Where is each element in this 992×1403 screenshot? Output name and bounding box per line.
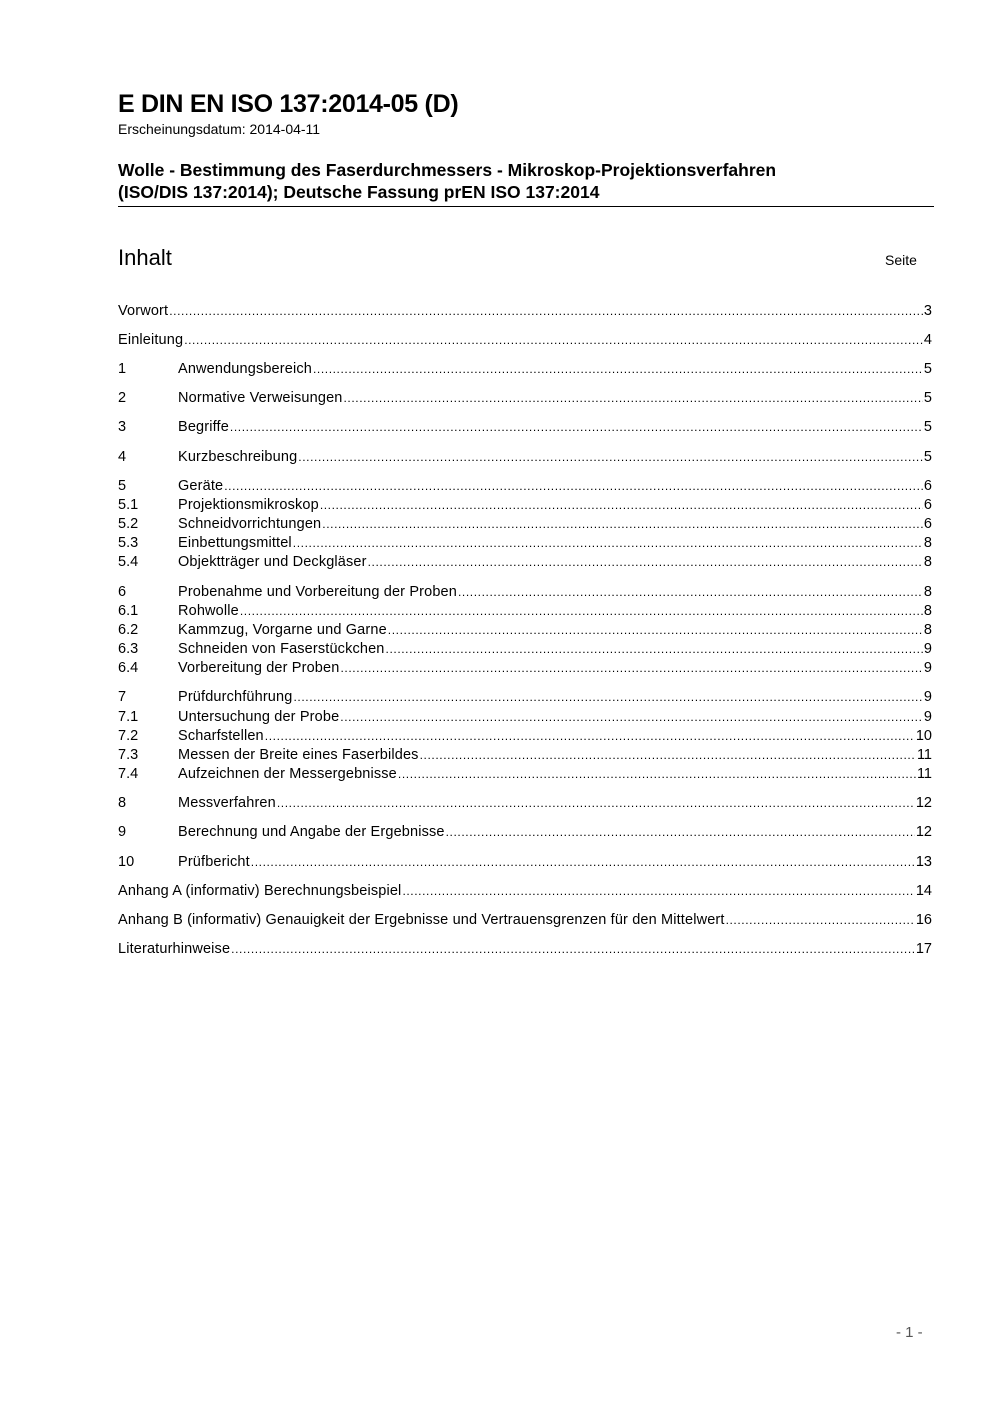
toc-entry-page: 8 (923, 603, 932, 619)
toc-entry-title: Messen der Breite eines Faserbildes (178, 747, 419, 763)
toc-entry-page: 4 (923, 332, 932, 348)
toc-entry-page: 5 (923, 449, 932, 465)
toc-entry (118, 621, 932, 640)
toc-entry (118, 389, 932, 408)
toc-entry-page: 6 (923, 497, 932, 513)
toc-entry (118, 448, 932, 467)
toc-entry-title: Anhang B (informativ) Genauigkeit der Ergebnisse und Vertrauensgrenzen für den Mittelwert (118, 912, 725, 928)
toc-entry-title: Schneiden von Faserstückchen (178, 641, 385, 657)
toc-entry-title: Kammzug, Vorgarne und Garne (178, 622, 387, 638)
toc-entry-number: 6.4 (118, 660, 139, 676)
toc-entry-number: 5.1 (118, 497, 139, 513)
toc-entry-page: 12 (915, 824, 932, 840)
toc-entry-page: 12 (915, 795, 932, 811)
toc-dot-leader (344, 389, 923, 408)
toc-entry (118, 746, 932, 765)
toc-dot-leader (293, 534, 923, 553)
toc-entry (118, 583, 932, 602)
toc-entry (118, 302, 932, 321)
toc-dot-leader (265, 727, 915, 746)
toc-entry-number: 7.1 (118, 709, 139, 725)
toc-dot-leader (313, 360, 923, 379)
toc-entry-title: Prüfbericht (178, 854, 250, 870)
toc-dot-leader (402, 882, 914, 901)
toc-entry-title: Einleitung (118, 332, 184, 348)
toc-dot-leader (251, 853, 915, 872)
toc-entry-page: 5 (923, 390, 932, 406)
toc-entry-number: 10 (118, 854, 135, 870)
toc-entry (118, 765, 932, 784)
toc-entry-title: Literaturhinweise (118, 941, 231, 957)
document-title (118, 159, 934, 203)
toc-entry (118, 602, 932, 621)
toc-dot-leader (322, 515, 923, 534)
toc-page-column-heading: Seite (885, 252, 917, 268)
toc-dot-leader (293, 688, 922, 707)
toc-entry-page: 5 (923, 419, 932, 435)
toc-entry-number: 6.1 (118, 603, 139, 619)
toc-entry-number: 8 (118, 795, 127, 811)
toc-entry-title: Rohwolle (178, 603, 239, 619)
toc-entry-title: Objektträger und Deckgläser (178, 554, 367, 570)
toc-entry-page: 9 (923, 641, 932, 657)
toc-entry-page: 9 (923, 709, 932, 725)
toc-entry (118, 496, 932, 515)
toc-dot-leader (386, 640, 923, 659)
toc-entry-title: Projektionsmikroskop (178, 497, 319, 513)
toc-entry-number: 3 (118, 419, 127, 435)
page-number: - 1 - (896, 1324, 923, 1341)
toc-entry (118, 640, 932, 659)
toc-entry-page: 8 (923, 535, 932, 551)
document-title-line-2: (ISO/DIS 137:2014); Deutsche Fassung prEN ISO 137:2014 (118, 182, 600, 202)
toc-entry-number: 5.4 (118, 554, 139, 570)
toc-entry (118, 940, 932, 959)
toc-dot-leader (398, 765, 916, 784)
toc-entry-title: Anhang A (informativ) Berechnungsbeispiel (118, 883, 402, 899)
toc-dot-leader (230, 418, 923, 437)
toc-dot-leader (240, 602, 923, 621)
toc-dot-leader (340, 708, 923, 727)
toc-entry-page: 8 (923, 622, 932, 638)
toc-entry-page: 11 (916, 766, 932, 782)
toc-entry-page: 10 (915, 728, 932, 744)
toc-entry-page: 9 (923, 660, 932, 676)
toc-entry-title: Normative Verweisungen (178, 390, 343, 406)
toc-entry-number: 5.3 (118, 535, 139, 551)
toc-entry (118, 659, 932, 678)
toc-entry (118, 360, 932, 379)
toc-entry-title: Scharfstellen (178, 728, 264, 744)
toc-entry (118, 331, 932, 350)
toc-dot-leader (340, 659, 922, 678)
toc-entry (118, 727, 932, 746)
toc-dot-leader (458, 583, 923, 602)
toc-entry-number: 7.2 (118, 728, 139, 744)
toc-entry-number: 4 (118, 449, 127, 465)
toc-entry (118, 477, 932, 496)
toc-entry (118, 534, 932, 553)
toc-entry-title: Einbettungsmittel (178, 535, 292, 551)
toc-entry-page: 11 (916, 747, 932, 763)
toc-entry-number: 7.4 (118, 766, 139, 782)
toc-entry-number: 7.3 (118, 747, 139, 763)
toc-entry-title: Messverfahren (178, 795, 276, 811)
toc-entry-title: Vorbereitung der Proben (178, 660, 340, 676)
toc-entry-page: 9 (923, 689, 932, 705)
toc-entry-page: 3 (923, 303, 932, 319)
toc-entry-number: 1 (118, 361, 127, 377)
toc-entry-number: 2 (118, 390, 127, 406)
toc-entry-page: 8 (923, 554, 932, 570)
toc-entry-title: Aufzeichnen der Messergebnisse (178, 766, 397, 782)
toc-entry (118, 882, 932, 901)
toc-entry-number: 9 (118, 824, 127, 840)
title-divider (118, 206, 934, 207)
toc-entry-title: Schneidvorrichtungen (178, 516, 322, 532)
toc-entry (118, 794, 932, 813)
toc-entry-page: 14 (915, 883, 932, 899)
toc-entry-number: 5 (118, 478, 127, 494)
toc-entry (118, 418, 932, 437)
toc-entry-title: Kurzbeschreibung (178, 449, 298, 465)
toc-entry (118, 911, 932, 930)
toc-entry-page: 17 (915, 941, 932, 957)
toc-entry (118, 553, 932, 572)
toc-entry-page: 8 (923, 584, 932, 600)
toc-entry (118, 823, 932, 842)
toc-entry-title: Probenahme und Vorbereitung der Proben (178, 584, 457, 600)
toc-dot-leader (726, 911, 915, 930)
toc-entry-title: Untersuchung der Probe (178, 709, 340, 725)
toc-dot-leader (420, 746, 916, 765)
toc-entry-title: Geräte (178, 478, 224, 494)
toc-entry (118, 853, 932, 872)
toc-dot-leader (169, 302, 923, 321)
toc-entry (118, 708, 932, 727)
toc-entry-page: 16 (915, 912, 932, 928)
toc-entry-page: 13 (915, 854, 932, 870)
toc-entry-page: 5 (923, 361, 932, 377)
publication-date: Erscheinungsdatum: 2014-04-11 (118, 121, 321, 137)
toc-entry-number: 7 (118, 689, 127, 705)
toc-entry-number: 6 (118, 584, 127, 600)
toc-dot-leader (446, 823, 915, 842)
toc-dot-leader (320, 496, 923, 515)
toc-entry-number: 6.3 (118, 641, 139, 657)
toc-entry-title: Begriffe (178, 419, 229, 435)
toc-entry (118, 688, 932, 707)
toc-entry-number: 6.2 (118, 622, 139, 638)
toc-entry-number: 5.2 (118, 516, 139, 532)
toc-entry-page: 6 (923, 516, 932, 532)
toc-dot-leader (368, 553, 923, 572)
toc-dot-leader (224, 477, 923, 496)
toc-dot-leader (388, 621, 923, 640)
toc-dot-leader (231, 940, 915, 959)
document-title-line-1: Wolle - Bestimmung des Faserdurchmessers - Mikroskop-Projektionsverfahren (118, 160, 777, 180)
toc-entry-title: Anwendungsbereich (178, 361, 312, 377)
toc-entry-title: Berechnung und Angabe der Ergebnisse (178, 824, 445, 840)
toc-heading: Inhalt (118, 245, 172, 270)
toc-dot-leader (298, 448, 923, 467)
toc-dot-leader (277, 794, 915, 813)
document-id: E DIN EN ISO 137:2014-05 (D) (118, 90, 459, 118)
toc-dot-leader (184, 331, 923, 350)
toc-entry-page: 6 (923, 478, 932, 494)
toc-entry-title: Vorwort (118, 303, 169, 319)
toc-entry-title: Prüfdurchführung (178, 689, 293, 705)
toc-entry (118, 515, 932, 534)
